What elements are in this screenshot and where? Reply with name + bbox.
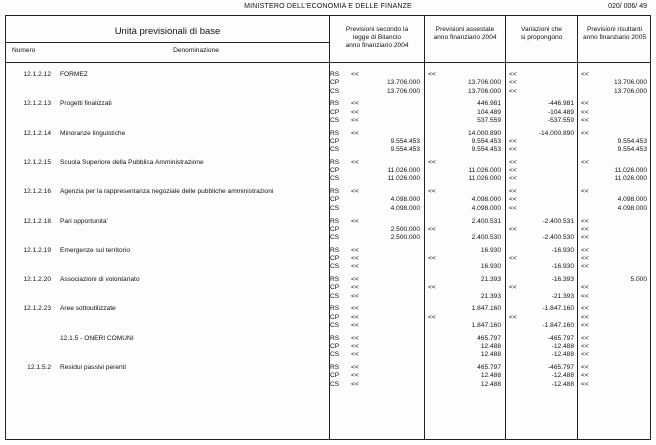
value-cell: << [351,305,359,313]
row-code: RS [330,334,340,342]
row-values-v3 [509,188,574,213]
value-cell: << [581,334,589,342]
value-cell: << [581,305,589,313]
ministry-header: MINISTERO DELL'ECONOMIA E DELLE FINANZE [244,3,412,10]
row-code: CS [330,204,340,212]
table-row [6,159,652,186]
row-values-v2 [428,276,501,301]
row-denomination: Aree sottoutilizzate [60,305,116,313]
value-cell: 13.706.000 [613,79,647,87]
column-header-denominazione: Denominazione [173,47,219,54]
value-cell: -465.797 [547,334,574,342]
row-values-v2 [428,130,501,155]
row-code: CS [330,263,340,271]
value-cell: << [351,342,359,350]
row-code: CP [330,284,340,292]
value-cell: 13.706.000 [386,79,420,87]
value-cell: << [351,263,359,271]
value-cell: 11.026.000 [468,167,501,175]
value-cell: 4.098.000 [617,204,647,212]
value-cell: << [351,351,359,359]
row-values-v1 [351,100,420,125]
row-code: CS [330,321,340,329]
value-cell: << [428,313,436,321]
value-cell: 9.554.453 [617,137,647,145]
value-cell: 446.981 [477,100,501,108]
row-values-v3 [509,159,574,184]
value-cell: 12.488 [480,342,501,350]
value-cell: << [581,158,589,166]
value-cell: 9.554.453 [471,146,501,154]
value-cell: << [351,129,359,137]
column-header-numero: Numero [12,47,36,54]
row-codes [330,130,344,155]
row-denomination: Residui passivi perenti [60,364,126,371]
header-divider [6,42,329,43]
row-code: CS [330,351,340,359]
row-values-v1 [351,247,420,272]
value-cell: 12.488 [480,372,501,380]
value-cell: 104.489 [477,108,501,116]
row-code: RS [330,100,340,108]
row-values-v1 [351,188,420,213]
budget-table [5,15,651,440]
value-cell: << [581,234,589,242]
row-values-v4 [581,305,647,330]
value-cell: << [509,313,517,321]
row-number: 12.1.2.18 [23,217,51,225]
value-cell: << [509,167,517,175]
row-codes [330,276,344,301]
value-cell: 4.098.000 [390,196,420,204]
document-code: 020/ 006/ 49 [608,3,647,10]
row-number: 12.1.2.12 [23,71,51,78]
row-values-v3 [509,100,574,125]
value-cell: 4.098.000 [617,196,647,204]
row-values-v4 [581,247,647,272]
value-cell: << [351,380,359,388]
value-cell: 21.393 [480,292,501,300]
value-cell: << [509,71,517,78]
row-code: CS [330,380,340,388]
row-code: CS [330,292,340,300]
table-row [6,188,652,215]
value-cell: << [351,313,359,321]
row-values-v4 [581,335,647,360]
row-code: RS [330,364,340,371]
value-cell: << [351,71,359,78]
value-cell: << [351,217,359,225]
value-cell: << [351,321,359,329]
row-number: 12.1.5.2 [27,364,51,371]
row-values-v3 [509,218,574,243]
value-cell: << [351,100,359,108]
row-codes [330,100,344,125]
row-codes [330,218,344,243]
row-denomination: Progetti finalizzati [60,100,112,108]
value-cell: -446.981 [547,100,574,108]
value-cell: << [351,255,359,263]
value-cell: -2.400.531 [542,217,574,225]
row-number: 12.1.2.19 [23,246,51,254]
row-code: RS [330,129,340,137]
value-cell: 12.488 [480,380,501,388]
value-cell: << [509,158,517,166]
row-values-v1 [351,305,420,330]
value-cell: 11.026.000 [468,175,501,183]
value-cell: -16.393 [551,276,574,284]
row-values-v4 [581,130,647,155]
value-cell: -16.930 [551,263,574,271]
row-values-v3 [509,130,574,155]
value-cell: << [581,292,589,300]
value-cell: -12.488 [551,380,574,388]
value-cell: << [351,276,359,284]
value-cell: << [509,204,517,212]
column-header-previsioni-risultanti: Previsioni risultanti anno finanziario 2005 [582,26,647,41]
value-cell: -14.000.890 [538,129,574,137]
row-values-v4 [581,71,647,96]
value-cell: << [428,158,436,166]
row-values-v3 [509,305,574,330]
row-code: RS [330,217,340,225]
value-cell: << [509,87,517,95]
row-values-v3 [509,335,574,360]
row-code: CP [330,313,340,321]
value-cell: << [351,158,359,166]
row-values-v2 [428,247,501,272]
value-cell: -465.797 [547,364,574,371]
value-cell: 9.554.453 [390,137,420,145]
row-codes [330,188,344,213]
row-codes [330,71,344,96]
row-values-v2 [428,335,501,360]
value-cell: -21.393 [551,292,574,300]
value-cell: << [428,71,436,78]
value-cell: 9.554.453 [390,146,420,154]
row-values-v4 [581,218,647,243]
value-cell: << [428,284,436,292]
row-values-v1 [351,159,420,184]
row-code: CP [330,79,340,87]
value-cell: << [351,188,359,196]
value-cell: << [581,321,589,329]
row-values-v4 [581,100,647,125]
value-cell: << [351,364,359,371]
value-cell: 9.554.453 [471,137,501,145]
row-code: RS [330,71,340,78]
value-cell: 11.026.000 [387,167,420,175]
column-header-previsioni-assestate: Previsioni assestate anno finanziario 2004 [433,26,497,41]
value-cell: 537.559 [477,116,501,124]
value-cell: -12.488 [551,351,574,359]
row-denomination: Pari opportunita' [60,217,108,225]
value-cell: 1.847.160 [471,321,501,329]
value-cell: << [581,255,589,263]
row-number: 12.1.2.15 [23,158,51,166]
value-cell: << [509,146,517,154]
value-cell: -1.847.160 [542,321,574,329]
row-codes [330,159,344,184]
column-header-legge-bilancio: Previsioni secondo la legge di Bilancio anno finanziario 2004 [345,26,409,49]
row-values-v1 [351,130,420,155]
row-values-v2 [428,159,501,184]
row-denomination: Associazioni di volontariato [60,276,140,284]
row-values-v4 [581,188,647,213]
row-values-v2 [428,305,501,330]
value-cell: -12.488 [551,342,574,350]
row-denomination: 12.1.5 - ONERI COMUNI [60,334,134,342]
row-number: 12.1.2.16 [23,188,51,196]
value-cell: << [581,225,589,233]
value-cell: << [351,246,359,254]
table-row [6,276,652,303]
row-values-v1 [351,335,420,360]
row-codes [330,305,344,330]
table-row [6,335,652,362]
value-cell: << [581,108,589,116]
row-values-v1 [351,71,420,96]
value-cell: << [509,188,517,196]
value-cell: << [581,100,589,108]
value-cell: 5.000 [630,276,647,284]
row-code: CP [330,108,340,116]
table-row [6,218,652,245]
value-cell: << [428,225,436,233]
value-cell: 9.554.453 [617,146,647,154]
row-values-v3 [509,276,574,301]
value-cell: 465.797 [477,334,501,342]
section-title: Unità previsionali di base [114,26,221,37]
value-cell: 13.706.000 [613,87,647,95]
row-values-v4 [581,159,647,184]
row-values-v2 [428,188,501,213]
value-cell: << [351,116,359,124]
row-code: CP [330,342,340,350]
row-code: RS [330,158,340,166]
column-header-variazioni: Variazioni che si propongono [520,26,563,41]
value-cell: << [509,196,517,204]
value-cell: -537.559 [547,116,574,124]
table-row [6,130,652,157]
value-cell: << [509,225,517,233]
value-cell: << [581,364,589,371]
row-values-v2 [428,218,501,243]
row-values-v1 [351,276,420,301]
row-values-v4 [581,276,647,301]
table-row [6,305,652,332]
row-code: RS [330,188,340,196]
value-cell: << [509,255,517,263]
value-cell: << [509,79,517,87]
row-code: CP [330,137,340,145]
row-values-v3 [509,71,574,96]
value-cell: 11.026.000 [614,175,647,183]
value-cell: << [581,217,589,225]
value-cell: << [581,380,589,388]
value-cell: -16.930 [551,246,574,254]
value-cell: 4.098.000 [390,204,420,212]
value-cell: -2.400.530 [542,234,574,242]
row-codes [330,335,344,360]
value-cell: << [351,292,359,300]
row-values-v3 [509,364,574,389]
value-cell: << [581,372,589,380]
value-cell: << [351,284,359,292]
row-denomination: FORMEZ [60,71,88,78]
value-cell: << [509,175,517,183]
row-code: CP [330,372,340,380]
value-cell: 11.026.000 [614,167,647,175]
value-cell: << [351,108,359,116]
value-cell: -1.847.160 [542,305,574,313]
row-codes [330,247,344,272]
value-cell: << [581,116,589,124]
row-code: CP [330,255,340,263]
value-cell: 13.706.000 [467,87,501,95]
row-number: 12.1.2.23 [23,305,51,313]
row-values-v3 [509,247,574,272]
value-cell: << [581,129,589,137]
value-cell: 2.500.000 [390,225,420,233]
row-code: RS [330,276,340,284]
header-bottom-rule [6,62,650,63]
table-row [6,247,652,274]
value-cell: << [351,334,359,342]
table-row [6,100,652,127]
value-cell: << [581,246,589,254]
row-number: 12.1.2.20 [23,276,51,284]
value-cell: 13.706.000 [467,79,501,87]
value-cell: 12.488 [480,351,501,359]
row-denomination: Scuola Superiore della Pubblica Amministrazione [60,158,204,166]
value-cell: 16.930 [480,263,501,271]
row-code: CS [330,116,340,124]
value-cell: 2.500.000 [390,234,420,242]
row-code: CS [330,234,340,242]
value-cell: 2.400.530 [471,234,501,242]
value-cell: 2.400.531 [471,217,501,225]
row-codes [330,364,344,389]
row-code: RS [330,246,340,254]
value-cell: 1.847.160 [471,305,501,313]
row-values-v4 [581,364,647,389]
table-row [6,71,652,98]
value-cell: 11.026.000 [387,175,420,183]
value-cell: << [509,137,517,145]
row-values-v2 [428,71,501,96]
row-values-v2 [428,364,501,389]
row-values-v1 [351,218,420,243]
row-denomination: Emergenze sul territorio [60,246,130,254]
value-cell: 14.000.890 [467,129,501,137]
value-cell: << [351,372,359,380]
row-code: CP [330,196,340,204]
row-number: 12.1.2.14 [23,129,51,137]
value-cell: << [581,313,589,321]
value-cell: << [581,188,589,196]
value-cell: 21.393 [480,276,501,284]
value-cell: 13.706.000 [386,87,420,95]
row-code: CP [330,167,340,175]
value-cell: << [581,342,589,350]
value-cell: 4.098.000 [471,204,501,212]
row-values-v2 [428,100,501,125]
value-cell: << [509,284,517,292]
value-cell: << [581,284,589,292]
value-cell: 4.098.000 [471,196,501,204]
value-cell: << [581,71,589,78]
value-cell: -104.489 [547,108,574,116]
row-denomination: Agenzia per la rappresentanza negoziale delle pubbliche amministrazioni [60,188,274,196]
row-code: CS [330,87,340,95]
row-code: CP [330,225,340,233]
row-denomination: Minoranze linguistiche [60,129,126,137]
value-cell: << [581,351,589,359]
value-cell: 16.930 [480,246,501,254]
value-cell: 465.797 [477,364,501,371]
value-cell: << [428,188,436,196]
row-code: CS [330,175,340,183]
row-code: CS [330,146,340,154]
value-cell: << [581,263,589,271]
row-number: 12.1.2.13 [23,100,51,108]
row-code: RS [330,305,340,313]
value-cell: -12.488 [551,372,574,380]
row-values-v1 [351,364,420,389]
table-row [6,364,652,391]
value-cell: << [428,255,436,263]
